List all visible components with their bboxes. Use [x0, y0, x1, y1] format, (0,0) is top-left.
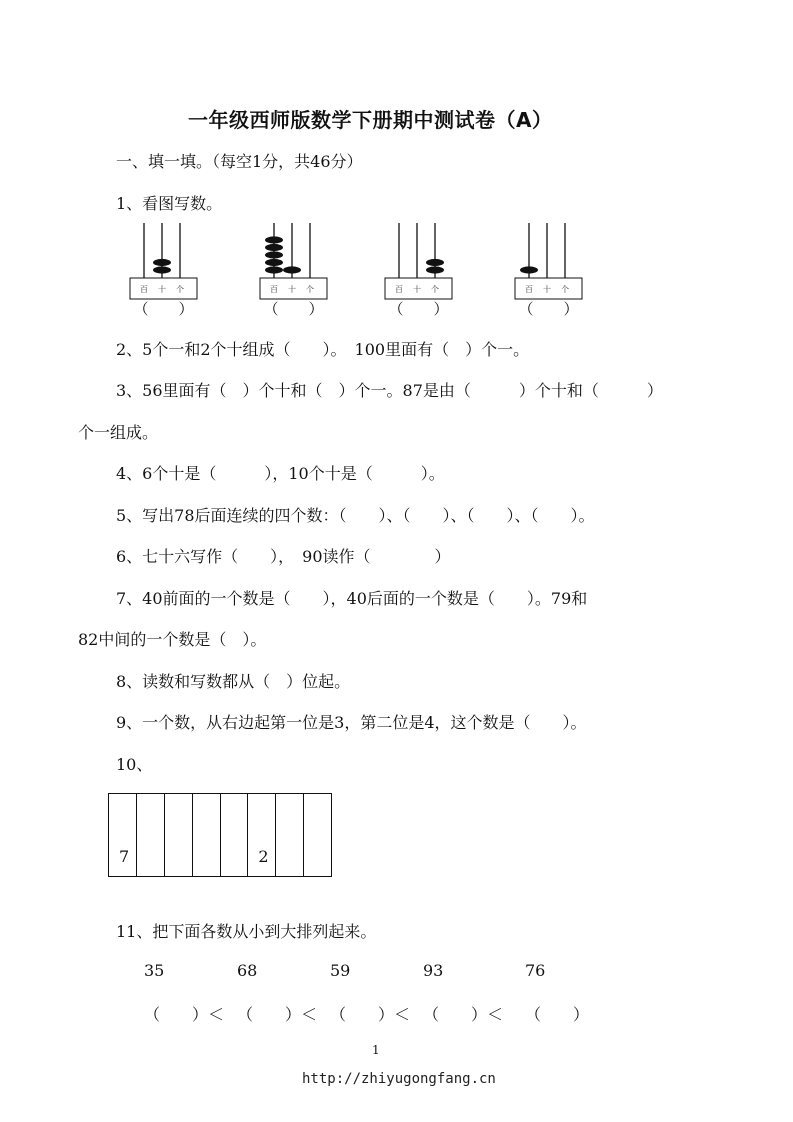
page-number: 1 — [372, 1043, 380, 1057]
answer-blank: （ ） — [518, 300, 579, 318]
abacus-bead — [426, 259, 444, 266]
abacus-bead — [265, 236, 283, 243]
abacus-bead — [265, 244, 283, 251]
question-6: 6、七十六写作（ ）， 90读作（ ） — [116, 547, 451, 566]
place-label: 个 — [561, 285, 569, 294]
answer-blank: （ ） — [388, 300, 449, 318]
answer-blank: （ ）＜ — [423, 1005, 504, 1024]
answer-blank: （ ） — [263, 300, 324, 318]
number-item: 59 — [330, 961, 351, 980]
question-10: 10、 — [116, 755, 153, 774]
abacus-bead — [520, 266, 538, 273]
place-label: 百 — [395, 285, 403, 294]
footer-url: http://zhiyugongfang.cn — [302, 1071, 496, 1087]
abacus-bead — [265, 251, 283, 258]
question-7-line-2: 82中间的一个数是（ ）。 — [78, 630, 267, 649]
digit-cell — [221, 794, 249, 876]
digit-cell — [193, 794, 221, 876]
abacus-bead — [283, 266, 301, 273]
abacus-bead — [265, 266, 283, 273]
question-4: 4、6个十是（ ），10个十是（ ）。 — [116, 464, 445, 483]
question-8: 8、读数和写数都从（ ）位起。 — [116, 672, 351, 691]
abacus-bead — [153, 266, 171, 273]
answer-blank: （ ）＜ — [144, 1005, 225, 1024]
question-9: 9、一个数，从右边起第一位是3，第二位是4，这个数是（ ）。 — [116, 713, 587, 732]
abacus-bead — [153, 259, 171, 266]
number-item: 93 — [423, 961, 444, 980]
place-label: 百 — [525, 285, 533, 294]
place-label: 个 — [176, 285, 184, 294]
place-label: 十 — [543, 285, 551, 294]
digit-value: 2 — [258, 847, 269, 866]
answer-blank: （ ）＜ — [237, 1005, 318, 1024]
abacus-figure — [0, 220, 793, 320]
place-label: 百 — [140, 285, 148, 294]
place-label: 十 — [158, 285, 166, 294]
question-3-line-1: 3、56里面有（ ）个十和（ ）个一。87是由（ ）个十和（ ） — [116, 381, 663, 400]
page-title: 一年级西师版数学下册期中测试卷（A） — [188, 108, 553, 132]
digit-cell — [165, 794, 193, 876]
digit-cell — [137, 794, 165, 876]
question-11: 11、把下面各数从小到大排列起来。 — [116, 922, 377, 941]
place-label: 百 — [270, 285, 278, 294]
question-1: 1、看图写数。 — [116, 194, 223, 213]
digit-cell — [109, 794, 137, 876]
digit-cell — [276, 794, 304, 876]
answer-blank: （ ） — [525, 1005, 590, 1024]
digit-cell — [304, 794, 331, 876]
number-item: 68 — [237, 961, 258, 980]
number-item: 76 — [525, 961, 546, 980]
digit-cell — [248, 794, 276, 876]
answer-blank: （ ）＜ — [330, 1005, 411, 1024]
abacus-bead — [426, 266, 444, 273]
place-label: 个 — [431, 285, 439, 294]
place-label: 个 — [306, 285, 314, 294]
question-7-line-1: 7、40前面的一个数是（ ），40后面的一个数是（ ）。79和 — [116, 589, 588, 608]
question-3-line-2: 个一组成。 — [78, 423, 159, 442]
abacus-bead — [265, 259, 283, 266]
digit-value: 7 — [119, 847, 130, 866]
answer-blank: （ ） — [133, 300, 194, 318]
place-label: 十 — [413, 285, 421, 294]
section-heading: 一、填一填。（每空1分，共46分） — [116, 152, 363, 171]
digit-table — [108, 793, 332, 877]
question-5: 5、写出78后面连续的四个数：（ ）、（ ）、（ ）、（ ）。 — [116, 506, 595, 525]
place-label: 十 — [288, 285, 296, 294]
number-item: 35 — [144, 961, 165, 980]
question-2: 2、5个一和2个十组成（ ）。 100里面有（ ）个一。 — [116, 340, 530, 359]
